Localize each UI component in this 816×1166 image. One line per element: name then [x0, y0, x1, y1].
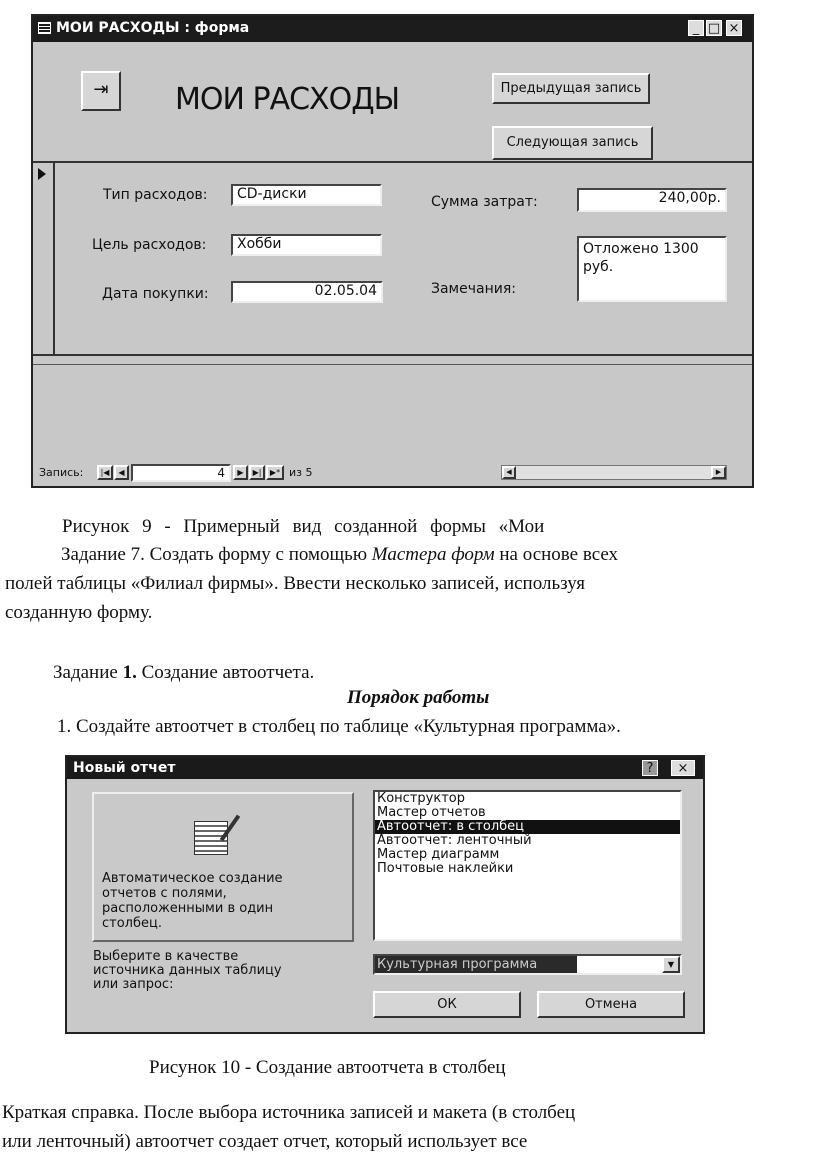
form-window-icon [38, 22, 51, 34]
current-record-arrow-icon [38, 168, 46, 180]
record-divider-bottom [33, 354, 752, 356]
purpose-label: Цель расходов: [92, 237, 207, 253]
task7-line1 [61, 541, 618, 569]
record-divider-bottom-2 [33, 364, 752, 365]
scroll-right-arrow-icon[interactable]: ▶ [711, 466, 726, 479]
new-record-button[interactable]: ▶* [266, 465, 284, 480]
record-divider-top [33, 161, 752, 163]
task1-prefix: Задание [53, 662, 123, 683]
source-select-value: Культурная программа [375, 956, 577, 973]
source-label-line-1: Выберите в качестве [93, 949, 239, 964]
maximize-button[interactable]: □ [707, 21, 721, 36]
next-record-nav-button[interactable]: ▶ [233, 465, 248, 480]
report-preview-icon [194, 811, 242, 859]
sum-field[interactable]: 240,00р. [577, 188, 727, 212]
form-title: МОИ РАСХОДЫ : форма [56, 20, 250, 36]
notes-label: Замечания: [431, 281, 516, 297]
list-item-autoreport-column[interactable]: Автоотчет: в столбец [375, 820, 680, 834]
date-label: Дата покупки: [102, 286, 209, 302]
record-nav-bar [33, 461, 752, 486]
source-select[interactable] [373, 954, 682, 975]
dialog-title-bar [67, 757, 703, 779]
notes-field[interactable]: Отложено 1300 руб. [577, 236, 727, 302]
task1-number: 1. [122, 662, 137, 683]
caption-figure-10: Рисунок 10 - Создание автоотчета в столбец [149, 1057, 506, 1078]
report-type-list[interactable] [373, 790, 682, 941]
date-field[interactable]: 02.05.04 [231, 281, 383, 303]
list-item-chart-wizard[interactable]: Мастер диаграмм [377, 847, 500, 862]
type-field[interactable]: CD-диски [231, 184, 382, 206]
list-item-report-wizard[interactable]: Мастер отчетов [377, 805, 486, 820]
list-item-autoreport-tabular[interactable]: Автоотчет: ленточный [377, 833, 532, 848]
horizontal-scrollbar[interactable] [501, 465, 727, 480]
record-number-field[interactable]: 4 [131, 464, 231, 482]
sum-label: Сумма затрат: [431, 194, 538, 210]
list-item-mail-labels[interactable]: Почтовые наклейки [377, 861, 514, 876]
next-record-button[interactable]: Следующая запись [492, 126, 653, 160]
chevron-down-icon[interactable]: ▼ [662, 956, 680, 973]
description-line-2: отчетов с полями, [102, 886, 227, 901]
dialog-close-button[interactable]: × [671, 760, 695, 776]
dialog-help-button[interactable]: ? [642, 760, 658, 776]
first-record-button[interactable]: |◀ [97, 465, 113, 480]
task1-text: Создание автоотчета. [136, 662, 315, 683]
record-label: Запись: [39, 466, 84, 479]
source-label-line-2: источника данных таблицу [93, 963, 282, 978]
scroll-left-arrow-icon[interactable]: ◀ [502, 466, 516, 479]
description-line-4: столбец. [102, 916, 162, 931]
last-record-button[interactable]: ▶| [249, 465, 265, 480]
description-line-1: Автоматическое создание [102, 871, 283, 886]
type-label: Тип расходов: [103, 187, 208, 203]
ok-button[interactable]: ОК [373, 991, 521, 1018]
dialog-description [102, 871, 283, 931]
cancel-button[interactable]: Отмена [537, 991, 685, 1018]
exit-form-button[interactable] [81, 71, 121, 111]
task7-line3: созданную форму. [5, 602, 153, 623]
task7-text-a: Задание 7. Создать форму с помощью [61, 544, 372, 565]
new-report-dialog [65, 755, 705, 1034]
preview-panel [92, 792, 354, 942]
record-selector[interactable] [33, 163, 55, 354]
prev-record-button[interactable]: Предыдущая запись [492, 73, 650, 104]
summary-line-1: Краткая справка. После выбора источника записей и макета (в столбец [2, 1102, 576, 1123]
caption-figure-9: Рисунок 9 - Примерный вид созданной формы «Мои [62, 516, 545, 537]
form-window [31, 14, 754, 488]
task7-emphasis: Мастера форм [371, 544, 495, 565]
summary-line-2: или ленточный) автоотчет создает отчет, который использует все [2, 1131, 528, 1152]
record-total: из 5 [289, 466, 313, 479]
form-title-bar [33, 16, 752, 42]
exit-door-icon: ⇥ [93, 79, 109, 100]
procedure-heading: Порядок работы [347, 687, 490, 708]
task7-text-b: на основе всех [494, 544, 619, 565]
source-label [93, 950, 282, 992]
source-label-line-3: или запрос: [93, 977, 174, 992]
task7-line2: полей таблицы «Филиал фирмы». Ввести несколько записей, используя [5, 573, 585, 594]
description-line-3: расположенными в один [102, 901, 274, 916]
minimize-button[interactable]: _ [688, 20, 704, 36]
task1-heading [53, 659, 314, 687]
task1-step1: 1. Создайте автоотчет в столбец по таблице «Культурная программа». [57, 716, 621, 737]
prev-record-nav-button[interactable]: ◀ [114, 465, 129, 480]
close-button[interactable]: × [726, 20, 742, 36]
dialog-title: Новый отчет [73, 760, 176, 776]
form-heading: МОИ РАСХОДЫ [175, 82, 400, 117]
purpose-field[interactable]: Хобби [231, 234, 382, 256]
list-item-constructor[interactable]: Конструктор [377, 791, 465, 806]
